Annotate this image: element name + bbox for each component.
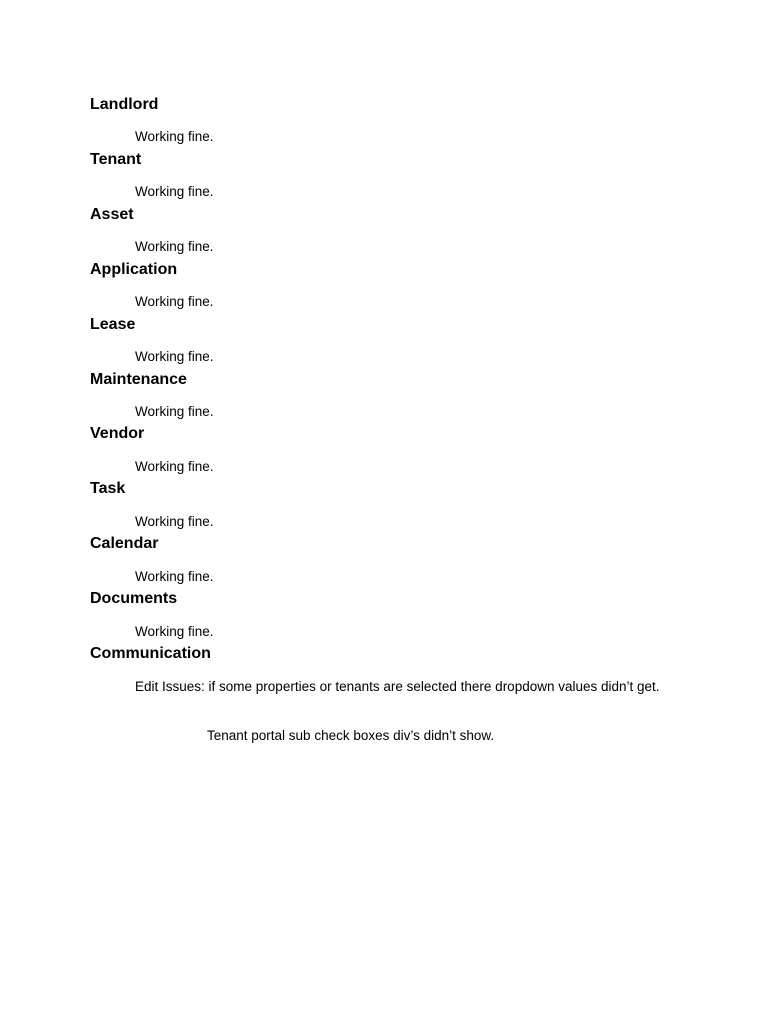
section-heading-communication: Communication [90,645,211,662]
section-status-communication: Edit Issues: if some properties or tenants are selected there dropdown values didn’t get. [135,679,660,694]
section-status-landlord: Working fine. [135,129,214,144]
section-status-maintenance: Working fine. [135,404,214,419]
section-heading-application: Application [90,261,178,278]
section-status-task: Working fine. [135,514,214,529]
section-heading-documents: Documents [90,590,178,607]
section-heading-maintenance: Maintenance [90,371,187,388]
section-heading-task: Task [90,480,126,497]
section-heading-landlord: Landlord [90,96,159,113]
section-status-calendar: Working fine. [135,569,214,584]
section-heading-calendar: Calendar [90,535,159,552]
section-status-application: Working fine. [135,294,214,309]
section-heading-vendor: Vendor [90,425,145,442]
section-status-asset: Working fine. [135,239,214,254]
section-status-documents: Working fine. [135,624,214,639]
section-status-tenant: Working fine. [135,184,214,199]
section-heading-lease: Lease [90,316,136,333]
section-heading-tenant: Tenant [90,151,142,168]
communication-extra-issue: Tenant portal sub check boxes div’s didn’t show. [207,728,495,743]
section-status-vendor: Working fine. [135,459,214,474]
section-heading-asset: Asset [90,206,134,223]
section-status-lease: Working fine. [135,349,214,364]
